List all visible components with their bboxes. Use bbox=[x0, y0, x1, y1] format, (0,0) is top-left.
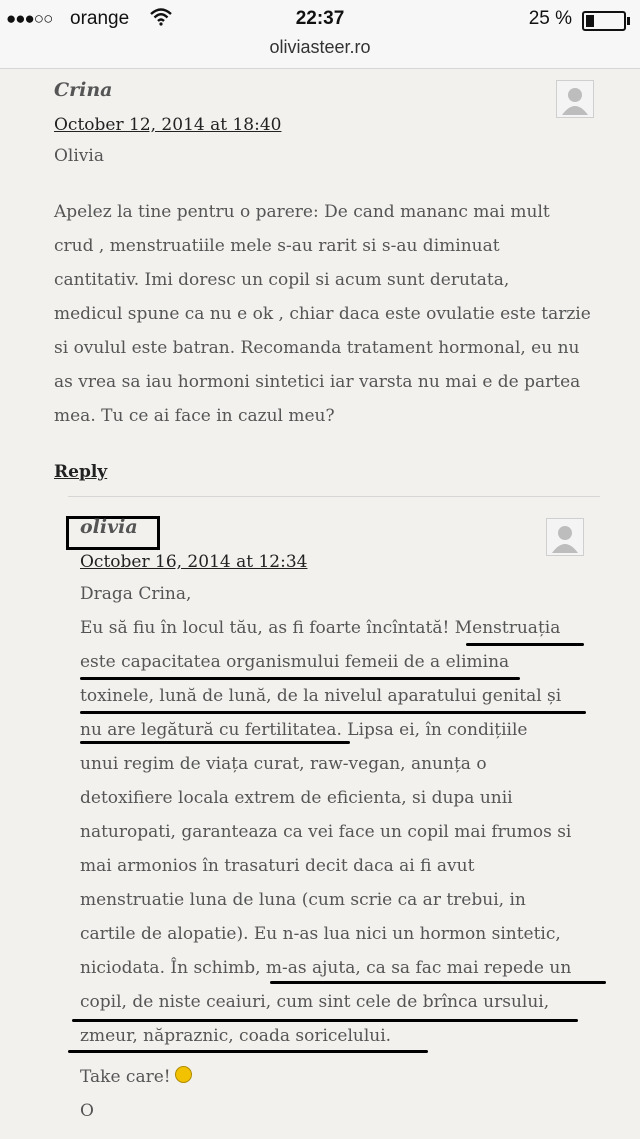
reply-line: niciodata. În schimb, m-as ajuta, ca sa fac mai repede un bbox=[80, 958, 572, 978]
comment-line: mea. Tu ce ai face in cazul meu? bbox=[54, 406, 335, 426]
reply-line: toxinele, lună de lună, de la nivelul aparatului genital și bbox=[80, 686, 562, 706]
reply-line: zmeur, năpraznic, coada soricelului. bbox=[80, 1026, 392, 1046]
underline-mark bbox=[270, 981, 606, 984]
reply-link[interactable]: Reply bbox=[54, 462, 108, 482]
comment-author[interactable]: Crina bbox=[54, 79, 113, 101]
reply-line: nu are legătură cu fertilitatea. Lipsa ei, în condițiile bbox=[80, 720, 528, 740]
reply-line: este capacitatea organismului femeii de a elimina bbox=[80, 652, 510, 672]
reply-line: O bbox=[80, 1101, 94, 1121]
reply-line: Draga Crina, bbox=[80, 584, 192, 604]
comment-date-link[interactable]: October 12, 2014 at 18:40 bbox=[54, 115, 282, 135]
reply-line: copil, de niste ceaiuri, cum sint cele de brînca ursului, bbox=[80, 992, 550, 1012]
clock-time: 22:37 bbox=[295, 8, 345, 29]
underline-mark bbox=[80, 711, 586, 714]
reply-author[interactable]: olivia bbox=[80, 516, 138, 538]
reply-line: detoxifiere locala extrem de eficienta, si dupa unii bbox=[80, 788, 513, 808]
reply-line: Eu să fiu în locul tău, as fi foarte încîntată! Menstruația bbox=[80, 618, 561, 638]
signal-strength-icon: ●●●○○ bbox=[6, 9, 53, 28]
reply-line: naturopati, garanteaza ca vei face un copil mai frumos si bbox=[80, 822, 572, 842]
avatar-icon bbox=[556, 80, 594, 118]
comment-line: as vrea sa iau hormoni sintetici iar varsta nu mai e de partea bbox=[54, 372, 581, 392]
reply-line: Take care! bbox=[80, 1067, 171, 1087]
battery-icon bbox=[582, 11, 626, 31]
underline-mark bbox=[80, 741, 350, 744]
address-bar-url[interactable]: oliviasteer.ro bbox=[269, 37, 371, 57]
reply-line: mai armonios în trasaturi decit daca ai fi avut bbox=[80, 856, 475, 876]
comment-line: cantitativ. Imi doresc un copil si acum sunt derutata, bbox=[54, 270, 510, 290]
comment-line: si ovulul este batran. Recomanda tratament hormonal, eu nu bbox=[54, 338, 580, 358]
comment-line: Apelez la tine pentru o parere: De cand mananc mai mult bbox=[54, 202, 550, 222]
underline-mark bbox=[466, 643, 584, 646]
battery-percentage: 25 % bbox=[528, 8, 572, 29]
reply-line: unui regim de viața curat, raw-vegan, anunța o bbox=[80, 754, 487, 774]
reply-line: menstruatie luna de luna (cum scrie ca ar trebui, in bbox=[80, 890, 526, 910]
underline-mark bbox=[68, 1050, 428, 1053]
comment-divider bbox=[68, 496, 600, 497]
underline-mark bbox=[72, 1019, 578, 1022]
reply-signoff bbox=[80, 1060, 192, 1094]
smiley-icon bbox=[175, 1066, 192, 1083]
reply-line: cartile de alopatie). Eu n-as lua nici un hormon sintetic, bbox=[80, 924, 561, 944]
comment-line: Olivia bbox=[54, 146, 104, 166]
comment-line: medicul spune ca nu e ok , chiar daca este ovulatie este tarzie bbox=[54, 304, 591, 324]
underline-mark bbox=[80, 677, 520, 680]
comment-line: crud , menstruatiile mele s-au rarit si s-au diminuat bbox=[54, 236, 500, 256]
status-bar bbox=[0, 0, 640, 69]
avatar-icon bbox=[546, 518, 584, 556]
reply-date-link[interactable]: October 16, 2014 at 12:34 bbox=[80, 552, 308, 572]
carrier-name: orange bbox=[70, 8, 130, 29]
